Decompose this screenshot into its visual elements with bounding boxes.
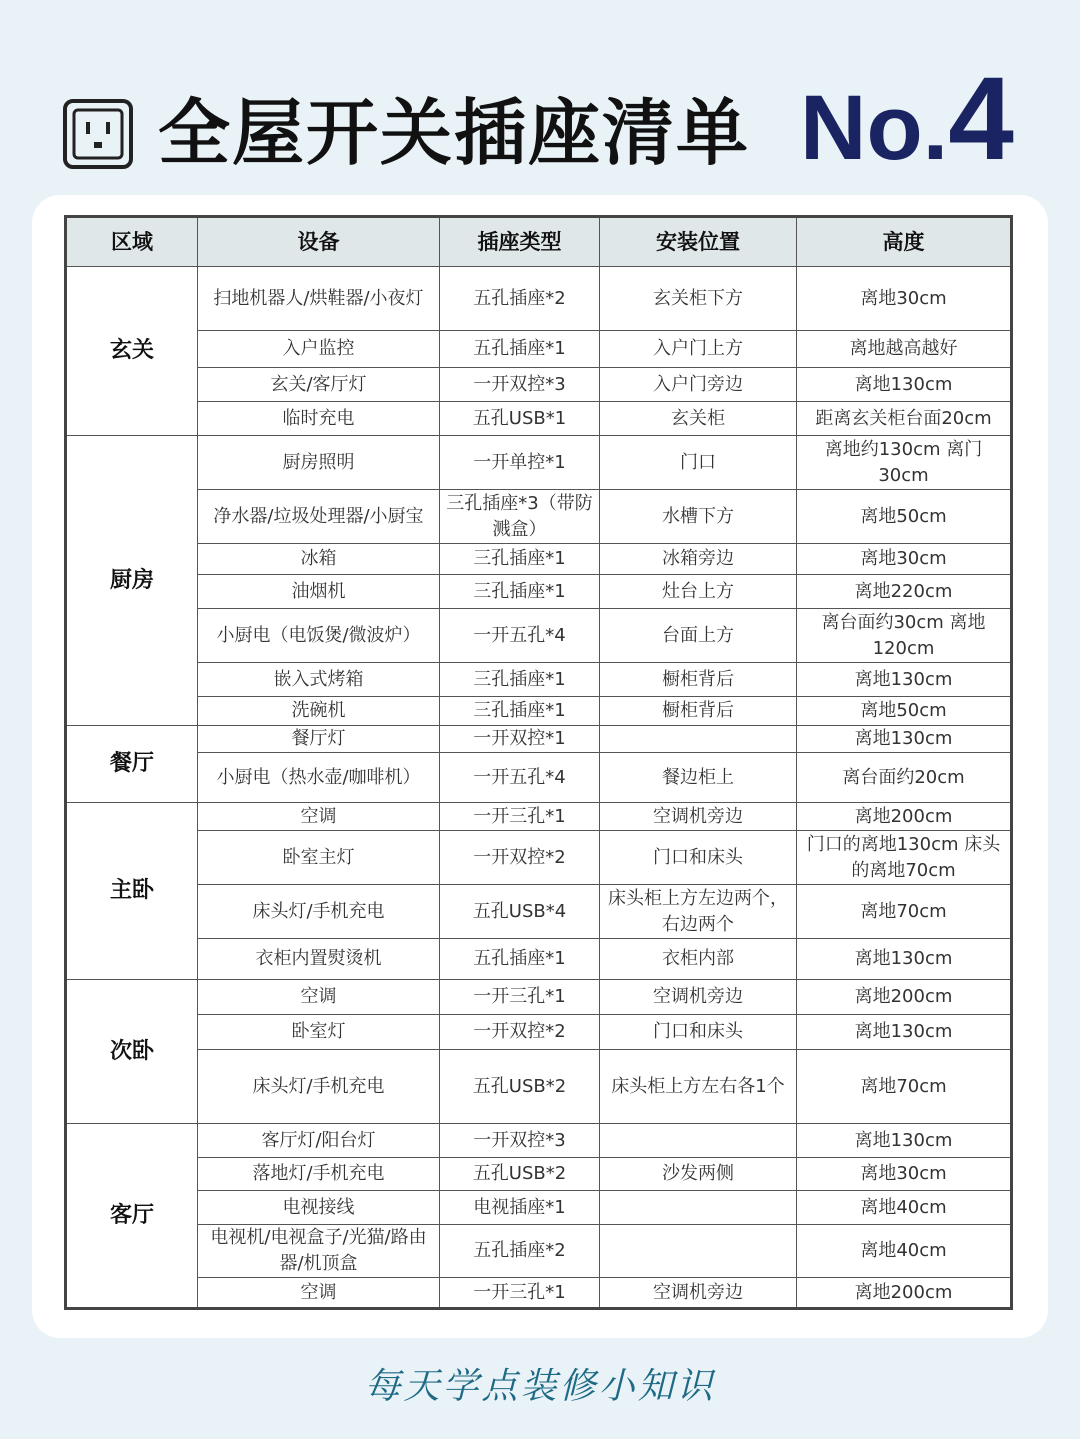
location-cell: 玄关柜 xyxy=(600,402,797,436)
header xyxy=(0,0,1080,195)
socket-type-cell: 一开双控*2 xyxy=(440,831,600,885)
table-row xyxy=(66,753,1012,803)
socket-type-cell: 一开三孔*1 xyxy=(440,803,600,831)
table-row xyxy=(66,831,1012,885)
socket-type-cell: 一开三孔*1 xyxy=(440,1278,600,1309)
device-cell: 床头灯/手机充电 xyxy=(198,1050,440,1124)
table-row xyxy=(66,267,1012,331)
page-title: 全屋开关插座清单 xyxy=(158,91,751,175)
column-header-area: 区域 xyxy=(66,217,198,267)
socket-type-cell: 五孔插座*1 xyxy=(440,331,600,368)
device-cell: 临时充电 xyxy=(198,402,440,436)
device-cell: 净水器/垃圾处理器/小厨宝 xyxy=(198,490,440,544)
area-cell: 玄关 xyxy=(66,267,198,436)
height-cell: 离地30cm xyxy=(797,1158,1012,1191)
socket-type-cell: 五孔插座*1 xyxy=(440,939,600,980)
location-cell: 门口和床头 xyxy=(600,1015,797,1050)
column-header-device: 设备 xyxy=(198,217,440,267)
location-cell xyxy=(600,1191,797,1225)
socket-type-cell: 一开双控*3 xyxy=(440,1124,600,1158)
height-cell: 离地200cm xyxy=(797,980,1012,1015)
location-cell xyxy=(600,726,797,753)
height-cell: 离地130cm xyxy=(797,1015,1012,1050)
height-cell: 离地130cm xyxy=(797,726,1012,753)
area-cell: 餐厅 xyxy=(66,726,198,803)
table-row xyxy=(66,980,1012,1015)
location-cell xyxy=(600,1225,797,1278)
socket-type-cell: 三孔插座*3（带防溅盒） xyxy=(440,490,600,544)
table-row xyxy=(66,402,1012,436)
device-cell: 衣柜内置熨烫机 xyxy=(198,939,440,980)
socket-type-cell: 一开双控*3 xyxy=(440,368,600,402)
socket-type-cell: 五孔USB*1 xyxy=(440,402,600,436)
socket-type-cell: 五孔USB*2 xyxy=(440,1050,600,1124)
location-cell: 床头柜上方左边两个，右边两个 xyxy=(600,885,797,939)
table-row xyxy=(66,726,1012,753)
badge-number: 4 xyxy=(948,53,1014,185)
height-cell: 离地30cm xyxy=(797,544,1012,575)
power-outlet-icon xyxy=(62,98,134,170)
device-cell: 冰箱 xyxy=(198,544,440,575)
location-cell: 门口 xyxy=(600,436,797,490)
column-header-height: 高度 xyxy=(797,217,1012,267)
height-cell: 离地70cm xyxy=(797,1050,1012,1124)
location-cell: 水槽下方 xyxy=(600,490,797,544)
device-cell: 床头灯/手机充电 xyxy=(198,885,440,939)
socket-type-cell: 三孔插座*1 xyxy=(440,544,600,575)
location-cell: 空调机旁边 xyxy=(600,980,797,1015)
outlet-list-table xyxy=(64,215,1013,1310)
table-row xyxy=(66,436,1012,490)
device-cell: 卧室灯 xyxy=(198,1015,440,1050)
column-header-socket-type: 插座类型 xyxy=(440,217,600,267)
device-cell: 玄关/客厅灯 xyxy=(198,368,440,402)
socket-type-cell: 一开单控*1 xyxy=(440,436,600,490)
device-cell: 卧室主灯 xyxy=(198,831,440,885)
height-cell: 离地200cm xyxy=(797,803,1012,831)
badge-no: No xyxy=(800,77,923,179)
height-cell: 离地30cm xyxy=(797,267,1012,331)
height-cell: 离地220cm xyxy=(797,575,1012,609)
location-cell: 衣柜内部 xyxy=(600,939,797,980)
device-cell: 厨房照明 xyxy=(198,436,440,490)
table-header-row xyxy=(66,217,1012,267)
badge-dot: . xyxy=(922,77,949,179)
area-cell: 厨房 xyxy=(66,436,198,726)
device-cell: 电视机/电视盒子/光猫/路由器/机顶盒 xyxy=(198,1225,440,1278)
height-cell: 离地40cm xyxy=(797,1225,1012,1278)
location-cell: 橱柜背后 xyxy=(600,697,797,726)
height-cell: 距离玄关柜台面20cm xyxy=(797,402,1012,436)
device-cell: 洗碗机 xyxy=(198,697,440,726)
device-cell: 空调 xyxy=(198,803,440,831)
location-cell: 空调机旁边 xyxy=(600,803,797,831)
socket-type-cell: 三孔插座*1 xyxy=(440,663,600,697)
table-row xyxy=(66,544,1012,575)
socket-type-cell: 五孔插座*2 xyxy=(440,267,600,331)
location-cell: 空调机旁边 xyxy=(600,1278,797,1309)
height-cell: 离台面约30cm 离地120cm xyxy=(797,609,1012,663)
height-cell: 离地50cm xyxy=(797,697,1012,726)
height-cell: 离地50cm xyxy=(797,490,1012,544)
location-cell: 沙发两侧 xyxy=(600,1158,797,1191)
height-cell: 离地130cm xyxy=(797,368,1012,402)
table-row xyxy=(66,1225,1012,1278)
area-cell: 客厅 xyxy=(66,1124,198,1309)
device-cell: 嵌入式烤箱 xyxy=(198,663,440,697)
location-cell: 门口和床头 xyxy=(600,831,797,885)
device-cell: 油烟机 xyxy=(198,575,440,609)
location-cell: 冰箱旁边 xyxy=(600,544,797,575)
table-row xyxy=(66,1124,1012,1158)
table-row xyxy=(66,490,1012,544)
device-cell: 餐厅灯 xyxy=(198,726,440,753)
device-cell: 入户监控 xyxy=(198,331,440,368)
table-row xyxy=(66,1278,1012,1309)
socket-type-cell: 三孔插座*1 xyxy=(440,697,600,726)
socket-type-cell: 五孔插座*2 xyxy=(440,1225,600,1278)
table-body xyxy=(66,267,1012,1309)
socket-type-cell: 五孔USB*4 xyxy=(440,885,600,939)
height-cell: 离地40cm xyxy=(797,1191,1012,1225)
location-cell: 入户门上方 xyxy=(600,331,797,368)
device-cell: 小厨电（电饭煲/微波炉） xyxy=(198,609,440,663)
area-cell: 主卧 xyxy=(66,803,198,980)
issue-number-badge xyxy=(800,53,1014,185)
device-cell: 空调 xyxy=(198,1278,440,1309)
column-header-location: 安装位置 xyxy=(600,217,797,267)
area-cell: 次卧 xyxy=(66,980,198,1124)
table-row xyxy=(66,663,1012,697)
location-cell: 橱柜背后 xyxy=(600,663,797,697)
height-cell: 离地70cm xyxy=(797,885,1012,939)
socket-type-cell: 一开双控*1 xyxy=(440,726,600,753)
device-cell: 落地灯/手机充电 xyxy=(198,1158,440,1191)
location-cell: 餐边柜上 xyxy=(600,753,797,803)
table-row xyxy=(66,1015,1012,1050)
socket-type-cell: 三孔插座*1 xyxy=(440,575,600,609)
table-row xyxy=(66,803,1012,831)
socket-type-cell: 一开双控*2 xyxy=(440,1015,600,1050)
height-cell: 离地130cm xyxy=(797,939,1012,980)
socket-type-cell: 一开三孔*1 xyxy=(440,980,600,1015)
device-cell: 小厨电（热水壶/咖啡机） xyxy=(198,753,440,803)
location-cell: 入户门旁边 xyxy=(600,368,797,402)
table-row xyxy=(66,697,1012,726)
socket-type-cell: 一开五孔*4 xyxy=(440,753,600,803)
table-row xyxy=(66,1191,1012,1225)
height-cell: 离地越高越好 xyxy=(797,331,1012,368)
table-row xyxy=(66,885,1012,939)
device-cell: 扫地机器人/烘鞋器/小夜灯 xyxy=(198,267,440,331)
location-cell xyxy=(600,1124,797,1158)
socket-type-cell: 一开五孔*4 xyxy=(440,609,600,663)
footer-slogan: 每天学点装修小知识 xyxy=(364,1366,716,1407)
height-cell: 门口的离地130cm 床头的离地70cm xyxy=(797,831,1012,885)
table-row xyxy=(66,1050,1012,1124)
table-row xyxy=(66,331,1012,368)
location-cell: 玄关柜下方 xyxy=(600,267,797,331)
table-row xyxy=(66,368,1012,402)
table-row xyxy=(66,609,1012,663)
table-row xyxy=(66,939,1012,980)
table-row xyxy=(66,1158,1012,1191)
location-cell: 台面上方 xyxy=(600,609,797,663)
table-row xyxy=(66,575,1012,609)
height-cell: 离地130cm xyxy=(797,1124,1012,1158)
location-cell: 灶台上方 xyxy=(600,575,797,609)
height-cell: 离地200cm xyxy=(797,1278,1012,1309)
height-cell: 离地130cm xyxy=(797,663,1012,697)
height-cell: 离台面约20cm xyxy=(797,753,1012,803)
device-cell: 空调 xyxy=(198,980,440,1015)
socket-type-cell: 五孔USB*2 xyxy=(440,1158,600,1191)
height-cell: 离地约130cm 离门30cm xyxy=(797,436,1012,490)
device-cell: 电视接线 xyxy=(198,1191,440,1225)
device-cell: 客厅灯/阳台灯 xyxy=(198,1124,440,1158)
location-cell: 床头柜上方左右各1个 xyxy=(600,1050,797,1124)
socket-type-cell: 电视插座*1 xyxy=(440,1191,600,1225)
